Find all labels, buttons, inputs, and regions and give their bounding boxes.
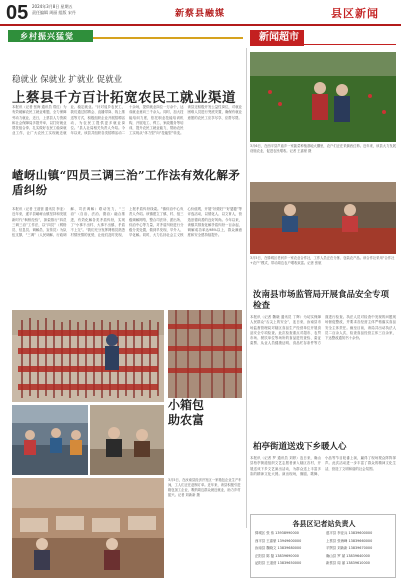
hotline-grid	[255, 531, 393, 567]
hotline-item: 平舆县 刘新新 13839670000	[326, 546, 373, 550]
photo-handbag-factory	[12, 478, 164, 578]
hotline-item: 驿城区 张 伟 13938990000	[255, 531, 299, 535]
hotline-item: 泌阳县 王道营 13839650000	[255, 561, 302, 565]
photo-sorting	[250, 182, 396, 254]
hotline-item: 西平县 王嘉豪 13949600000	[255, 538, 302, 543]
article2-headline: 嵖岈山镇“四员三调三治”工作法有效化解矛盾纠纷	[12, 168, 241, 197]
right-body-1: 本报讯（记者 魏晓 通讯员 丁辉）为切实保障人民群众“舌尖上的安全”，连日来，汝南县市场监督管理局对辖区食品生产经营单位开展食品安全专项检查。此次检查重点对超市、农贸市场、餐饮单位等场所的食品进货查验、索证索票、从业人员健康证明、食品贮存条件等方面进行检查。执法人员对检查中发现的问题现场督促整改，并要求各经营主体严格落实食品安全主体责任。截至目前，该局共出动执法人员二百余人次，检查食品经营主体三百余家，下达整改通知书十余份。	[250, 315, 396, 346]
photo-pepper-drying	[12, 310, 164, 402]
page-header	[0, 0, 401, 26]
photo-greenhouse	[250, 52, 396, 142]
column-divider	[246, 48, 247, 528]
hotline-title: 各县区记者站负责人	[292, 520, 356, 528]
hotline-item: 确山县 罗 斌 13839640000	[326, 553, 370, 558]
news-tag-rule	[304, 44, 396, 45]
feature-body: 本报讯（记者 张海 通讯员 郑红）为有效破解农民工就业难题，全力保障劳动力就业，近日，上蔡县人力资源和社会保障局多措并举，以打好就业帮扶组合拳、扎实做好农民工稳岗就业工作，让广大农民工实现就近就业、稳定就业。“针对返乡农民工，我们通过招聘会、直播带岗、线上推送等方式，积极组织企业开展招聘活动，为农民工提供更多就业岗位。”县人社局相关负责人介绍。今年以来，该县共组织各类招聘活动二十余场，提供就业岗位一万余个，达成就业意向三千余人。同时，加大技能培训力度，依托职业技能培训机构，开展电工、焊工、家政服务等培训，提升农民工就业能力，帮助农民工实现从“体力型”向“技能型”转变。该县还积极开发公益性岗位，对就业困难人员进行兜底安置，确保有就业意愿的农民工应享尽享、应帮尽帮。	[12, 105, 242, 136]
photo2-caption: 3月5日，在驿城区老河乡一家农业合作社，工作人员正在分拣、包装农产品。该合作社采用“合作社+农户”模式，带动周边农户增收致富。记者 张航	[250, 256, 395, 265]
header-editor: 责任编辑 周丽 组版 宋丹	[32, 9, 76, 15]
news-tag	[250, 30, 304, 46]
side-story-caption: 3月5日，在汝南县经济开发区一家箱包企业生产车间，工人们正在赶制订单。近年来，该县积极引进箱包加工企业，吸纳周边群众就近就业，助力乡村振兴。记者 刘新新 摄	[168, 478, 242, 497]
header-meta	[32, 4, 92, 15]
section-title: 县区新闻	[331, 7, 379, 20]
article2-body: 本报讯（记者 王道营 通讯员 李亚）近年来，遂平县嵖岈山镇坚持和发展新时代“枫桥经验”，探索推行“四员三调三治”工作法，以“四员”（网格员、信息员、调解员、宣传员）为队伍支撑，“三调”（人民调解、行政调解、司法调解）联动发力，“三治”（自治、法治、德治）融合推进，有效化解各类矛盾纠纷，实现了“小事不出村、大事不出镇、矛盾不上交”。“我们充分发挥网格员熟悉村情民情的优势，让他们及时发现、上报矛盾纠纷线索。”镇综治中心负责人介绍。该镇建立了镇、村、组三级调解网络，整合司法所、派出所、综治中心等力量，对矛盾纠纷进行分级分类处置，做到早发现、早介入、早化解。同时，大力弘扬社会主义核心价值观，开展“好媳妇”“好婆婆”等评选活动，以德化人、以文育人，营造崇德向善的良好风尚。今年以来，该镇共排查化解矛盾纠纷一百余起，调解成功率达98%以上，群众满意度和安全感持续提升。	[12, 207, 242, 238]
right-headline-1: 汝南县市场监管局开展食品安全专项检查	[253, 290, 390, 311]
banner-rule	[93, 37, 243, 39]
page-number: 05	[6, 2, 29, 24]
photo-factory-workers	[12, 405, 88, 475]
photo-handbag-closeup	[168, 310, 242, 398]
hotline-item: 新蔡县 周 丽 13839610000	[326, 561, 370, 565]
photo-handbag-workshop	[90, 405, 164, 475]
header-date: 2024年3月8日 星期五	[32, 4, 73, 9]
news-tag-text: 新闻超市	[259, 32, 299, 43]
side-story-title: 小箱包助农富	[168, 398, 205, 427]
hotline-item: 汝南县 魏晓文 13839680000	[255, 546, 302, 550]
right-body-2: 本报讯（记者 罗 通讯员 刘婷）连日来，确山县柏亭街道组织文艺志愿者深入辖区各村，开展送戏下乡文艺演出活动，为群众送上丰富多彩的精神文化大餐。演出现场，豫剧、歌舞、小品等节目轮番上演，赢得了现场观众阵阵掌声。此次活动进一步丰富了群众的精神文化生活，营造了文明和谐的社会氛围。	[250, 456, 396, 476]
hotline-item: 遂平县 李亚兵 13839600000	[326, 531, 373, 535]
hotline-item: 上蔡县 张海峰 13839660000	[326, 538, 373, 543]
photo1-caption: 3月6日，在西平县芦庙乡一家蔬菜种植基地大棚里，农户们正在采摘西红柿。近年来，该县大力发展设施农业，促进农民增收。记者 王嘉豪 摄	[250, 144, 396, 153]
reporter-hotline-box	[250, 514, 396, 578]
newspaper-logo: 新蔡县融媒	[175, 9, 226, 19]
feature-headline: 上蔡县千方百计拓宽农民工就业渠道	[12, 90, 236, 106]
feature-banner	[8, 30, 93, 42]
feature-kicker: 稳就业 保就业 扩就业 促就业	[12, 75, 123, 85]
hotline-item: 正阳县 陈 磊 13839690000	[255, 553, 299, 558]
feature-banner-text: 乡村振兴猛觉	[20, 31, 74, 41]
right-headline-2: 柏亭街道送戏下乡暖人心	[253, 442, 347, 452]
